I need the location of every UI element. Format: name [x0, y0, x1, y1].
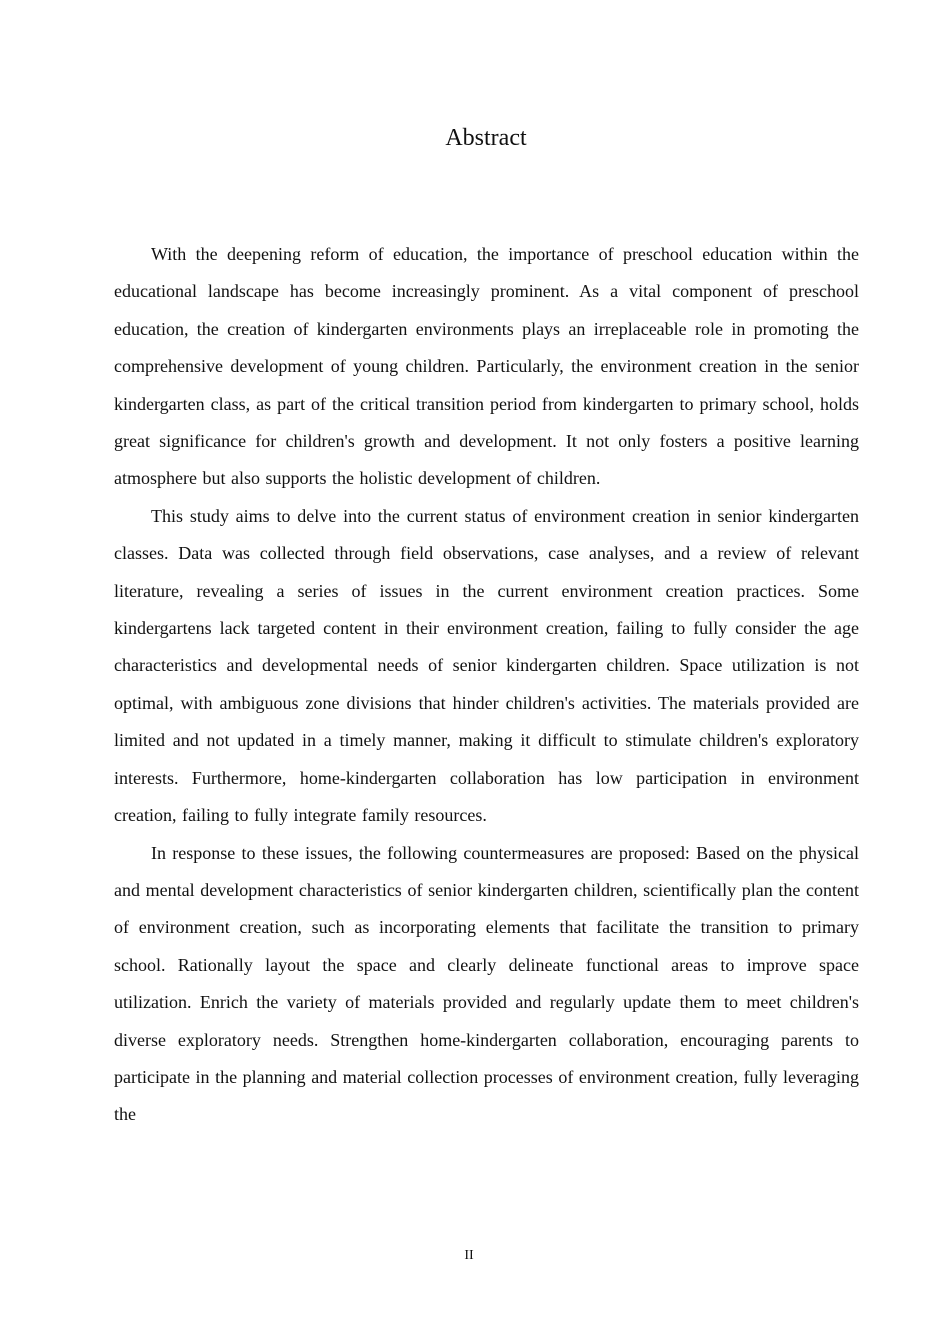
abstract-paragraph: This study aims to delve into the current status of environment creation in senior kindergarten classes. Data was collected through field observations, case analyses, and a review of relevant literature, revealing a series of issues in the current environment creation practices. Some kindergartens lack targeted content in their environment creation, failing to fully consider the age characteristics and developmental needs of senior kindergarten children. Space utilization is not optimal, with ambiguous zone divisions that hinder children's activities. The materials provided are limited and not updated in a timely manner, making it difficult to stimulate children's exploratory interests. Furthermore, home-kindergarten collaboration has low participation in environment creation, failing to fully integrate family resources.	[114, 505, 859, 826]
page-number: II	[464, 1248, 474, 1263]
abstract-paragraph: In response to these issues, the following countermeasures are proposed: Based on the physical and mental development characteristics of senior kindergarten children, scientifically plan the content of environment creation, such as incorporating elements that facilitate the transition to primary school. Rationally layout the space and clearly delineate functional areas to improve space utilization. Enrich the variety of materials provided and regularly update them to meet children's diverse exploratory needs. Strengthen home-kindergarten collaboration, encouraging parents to participate in the planning and material collection processes of environment creation, fully leveraging the	[114, 842, 859, 1125]
abstract-body	[114, 236, 859, 1134]
abstract-paragraph: With the deepening reform of education, the importance of preschool education within the educational landscape has become increasingly prominent. As a vital component of preschool education, the creation of kindergarten environments plays an irreplaceable role in promoting the comprehensive development of young children. Particularly, the environment creation in the senior kindergarten class, as part of the critical transition period from kindergarten to primary school, holds great significance for children's growth and development. It not only fosters a positive learning atmosphere but also supports the holistic development of children.	[114, 244, 859, 489]
page-title: Abstract	[445, 125, 527, 151]
